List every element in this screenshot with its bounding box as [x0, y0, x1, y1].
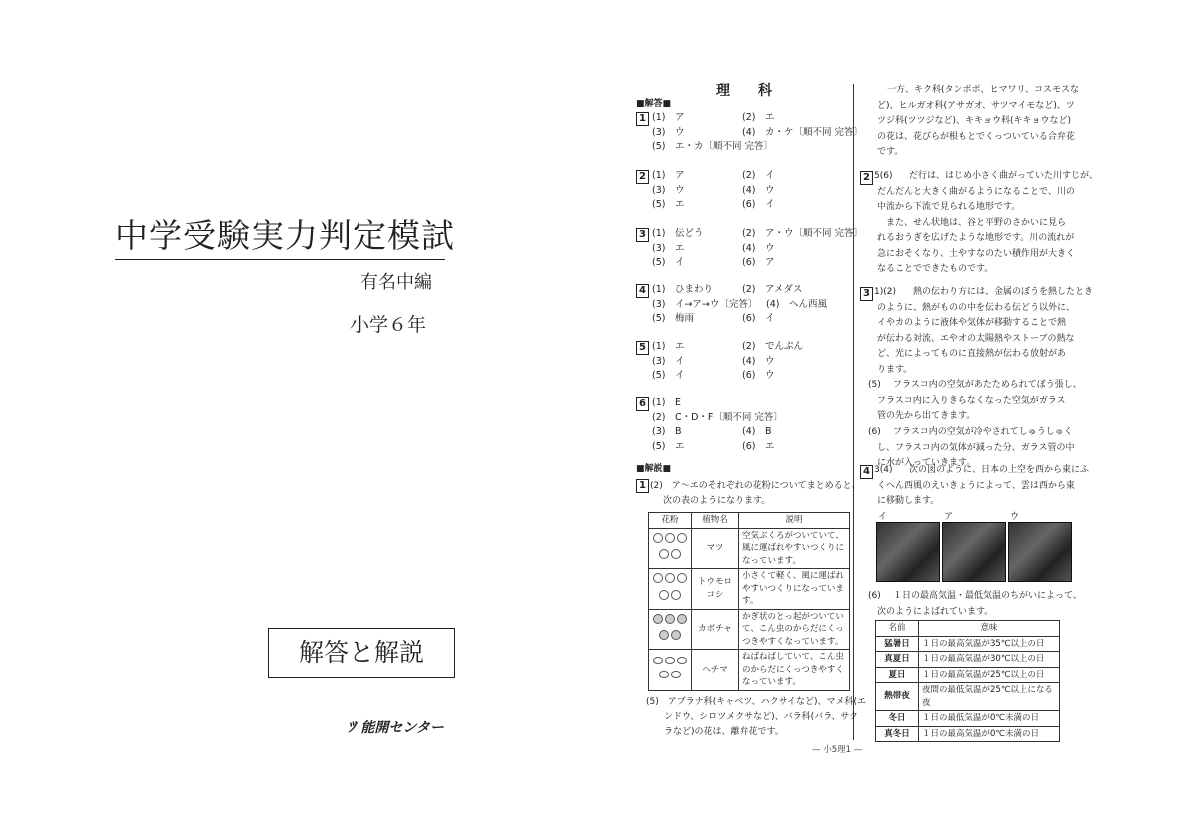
answer-item: (5) エ	[652, 199, 685, 210]
plant-name: カボチャ	[692, 609, 739, 650]
answer-item: (4) カ・ケ〔順不同 完答〕	[742, 126, 863, 138]
pollen-grain-icon	[659, 590, 669, 600]
table-row	[649, 609, 850, 650]
term: 夏日	[876, 667, 919, 683]
image-label: ア	[944, 512, 954, 522]
pollen-image-cell	[649, 609, 692, 650]
meaning: １日の最低気温が0℃未満の日	[919, 711, 1060, 727]
header-cell: 花粉	[649, 513, 692, 529]
text-line: フラスコ内に入りきらなくなった空気がガラス	[877, 395, 1066, 406]
pollen-grain-icon	[665, 573, 675, 583]
answer-item: (1) ひまわり	[652, 284, 713, 295]
meaning: １日の最高気温が25℃以上の日	[919, 667, 1060, 683]
pollen-grain-icon	[659, 671, 669, 678]
table-row	[649, 569, 850, 610]
text-line: 次のようによばれています。	[877, 606, 994, 617]
text-line: くへん西風のえいきょうによって、雲は西から東	[877, 480, 1075, 491]
subject-title: 理 科	[716, 83, 772, 99]
sub-label: (2)	[650, 481, 663, 491]
column-divider	[853, 84, 854, 740]
text-line: に移動します。	[877, 496, 940, 506]
answer-item: (2) イ	[742, 170, 775, 181]
pollen-grain-icon	[665, 657, 675, 664]
answer-item: (1) E	[652, 397, 681, 408]
plant-name: トウモロコシ	[692, 569, 739, 610]
question-number: 1	[636, 479, 649, 493]
pollen-grain-icon	[677, 657, 687, 664]
text-line: ンドウ、シロツメクサなど)、バラ科(バラ、サク	[664, 712, 859, 722]
table-row	[649, 528, 850, 569]
pollen-grain-icon	[653, 573, 663, 583]
pollen-grain-icon	[677, 573, 687, 583]
header-cell: 植物名	[692, 513, 739, 529]
pollen-grain-icon	[671, 590, 681, 600]
answer-item: (3) イ→ア→ウ〔完答〕	[652, 298, 758, 310]
text-line: ど)、ヒルガオ科(アサガオ、サツマイモなど)、ツ	[877, 100, 1075, 111]
term: 真冬日	[876, 726, 919, 742]
text-line: ラなど)の花は、離弁花です。	[664, 727, 784, 737]
text-line: 次の図のように、日本の上空を西から東にふ	[909, 465, 1090, 475]
pollen-image-cell	[649, 528, 692, 569]
text-line: ります。	[877, 364, 913, 375]
sub-label: 3(4)	[874, 465, 893, 475]
logo	[348, 716, 444, 737]
text-line: のように、熱がものの中を伝わる伝どう以外に、	[877, 302, 1076, 313]
cover-edition: 有名中編	[360, 272, 432, 293]
table-row	[876, 683, 1060, 711]
sub-label: (6)	[868, 591, 881, 601]
table-row	[876, 652, 1060, 668]
answer-item: (2) アメダス	[742, 284, 803, 295]
text-line: れるおうぎを広げたような地形です。川の流れが	[877, 233, 1075, 243]
sub-label: 5(6)	[874, 171, 893, 181]
text-line: 熱の伝わり方には、金属のぼうを熱したとき	[913, 287, 1094, 297]
pollen-grain-icon	[653, 657, 663, 664]
description: ねばねばしていて、こん虫のからだにくっつきやすくなっています。	[739, 650, 850, 691]
text-line: イやカのように液体や気体が移動することで熱	[877, 318, 1067, 328]
text-line: だ行は、はじめ小さく曲がっていた川すじが、	[909, 171, 1099, 181]
temperature-table	[875, 620, 1060, 742]
question-number: 6	[636, 397, 649, 411]
title-underline	[115, 259, 445, 260]
pollen-grain-icon	[677, 614, 687, 624]
meaning: １日の最高気温が0℃未満の日	[919, 726, 1060, 742]
image-label: ウ	[1010, 512, 1020, 522]
answer-item: (1) エ	[652, 341, 685, 352]
text-line: 一方、キク科(タンポポ、ヒマワリ、コスモスな	[887, 85, 1080, 95]
question-number: 2	[636, 170, 649, 184]
pollen-grain-icon	[665, 533, 675, 543]
pollen-grain-icon	[653, 533, 663, 543]
cover-title: 中学受験実力判定模試	[115, 216, 455, 255]
question-number: 4	[860, 465, 873, 479]
table-row	[876, 726, 1060, 742]
text-line: フラスコ内の空気があたためられてぼう張し、	[893, 380, 1082, 390]
question-number: 3	[860, 287, 873, 301]
term: 猛暑日	[876, 636, 919, 652]
text-line: 管の先から出てきます。	[877, 411, 976, 421]
pollen-image-cell	[649, 650, 692, 691]
text-line: だんだんと大きく曲がるようになることで、川の	[877, 186, 1075, 197]
answer-item: (3) ウ	[652, 126, 685, 138]
text-line: 急におそくなり、土やすなのたい積作用が大きく	[877, 248, 1076, 259]
sub-label: (6)	[868, 427, 881, 437]
text-line: し、フラスコ内の気体が減った分、ガラス管の中	[877, 442, 1075, 453]
answer-item: (3) ウ	[652, 184, 685, 196]
pollen-grain-icon	[671, 549, 681, 559]
text-line: ツジ科(ツツジなど)、キキョウ科(キキョウなど)	[877, 116, 1072, 126]
table-row	[876, 667, 1060, 683]
sub-label: (5)	[646, 697, 659, 707]
answer-item: (6) イ	[742, 313, 775, 324]
answer-item: (6) エ	[742, 440, 775, 452]
answer-item: (1) 伝どう	[652, 228, 704, 239]
pollen-grain-icon	[665, 614, 675, 624]
answer-item: (5) エ・カ〔順不同 完答〕	[652, 141, 773, 152]
text-line: に水が入っていきます。	[877, 458, 976, 468]
question-number: 4	[636, 284, 649, 298]
meaning: 夜間の最低気温が25℃以上になる夜	[919, 683, 1060, 711]
header-cell: 説明	[739, 513, 850, 529]
question-number: 3	[636, 228, 649, 242]
term: 熱帯夜	[876, 683, 919, 711]
text-line: の花は、花びらが根もとでくっついている合弁花	[877, 131, 1075, 142]
pollen-grain-icon	[653, 614, 663, 624]
answer-item: (2) C・D・F〔順不同 完答〕	[652, 411, 783, 423]
image-label: イ	[878, 512, 888, 522]
pollen-grain-icon	[659, 630, 669, 640]
table-row	[876, 636, 1060, 652]
table-row	[876, 711, 1060, 727]
text-line: ど、光によってものに直接熱が伝わる放射があ	[877, 349, 1067, 359]
meaning: １日の最高気温が30℃以上の日	[919, 652, 1060, 668]
answer-item: (4) ウ	[742, 242, 775, 254]
answer-item: (1) ア	[652, 170, 685, 181]
sub-label: (5)	[868, 380, 881, 390]
answer-item: (2) でんぷん	[742, 341, 803, 352]
logo-mark-icon: ﾂ	[348, 718, 356, 736]
pollen-grain-icon	[659, 549, 669, 559]
cover-grade: 小学６年	[350, 314, 427, 336]
question-number: 5	[636, 341, 649, 355]
explanation-heading: ■解説■	[636, 464, 672, 474]
text-line: １日の最高気温・最低気温のちがいによって、	[893, 591, 1082, 601]
question-number: 2	[860, 171, 873, 185]
satellite-cloud-image	[876, 522, 940, 582]
text-line: です。	[877, 147, 904, 157]
logo-text: 能開センター	[360, 720, 444, 736]
text-line: 次の表のようになります。	[663, 496, 771, 506]
answer-item: (4) へん西風	[766, 298, 827, 310]
answer-item: (6) イ	[742, 199, 775, 210]
satellite-cloud-image	[942, 522, 1006, 582]
plant-name: マツ	[692, 528, 739, 569]
exp1-5	[646, 695, 866, 740]
description: 空気ぶくろがついていて、風に運ばれやすいつくりになっています。	[739, 528, 850, 569]
question-number: 1	[636, 112, 649, 126]
answer-item: (3) エ	[652, 242, 685, 254]
answer-item: (2) ア・ウ〔順不同 完答〕	[742, 228, 863, 239]
text-line: なることでできたものです。	[877, 264, 994, 274]
text-line: フラスコ内の空気が冷やされてしゅうしゅく	[893, 427, 1073, 437]
header-cell: 意味	[919, 621, 1060, 637]
pollen-image-cell	[649, 569, 692, 610]
answer-item: (6) ウ	[742, 370, 775, 381]
pollen-table	[648, 512, 850, 691]
page-footer: — 小5理1 —	[812, 745, 863, 755]
description: かぎ状のとっ起がついていて、こん虫のからだにくっつきやすくなっています。	[739, 609, 850, 650]
answer-item: (4) ウ	[742, 184, 775, 196]
answer-item: (1) ア	[652, 112, 685, 123]
answer-item: (6) ア	[742, 257, 775, 268]
answers-heading: ■解答■	[636, 99, 672, 109]
description: 小さくて軽く、風に運ばれやすいつくりになっています。	[739, 569, 850, 610]
text-line: アブラナ科(キャベツ、ハクサイなど)、マメ科(エ	[667, 697, 867, 707]
answer-item: (4) ウ	[742, 355, 775, 367]
answer-item: (5) イ	[652, 370, 685, 381]
answer-item: (4) B	[742, 426, 772, 437]
answer-item: (5) 梅雨	[652, 313, 694, 324]
satellite-cloud-image	[1008, 522, 1072, 582]
text-line: ア〜エのそれぞれの花粉についてまとめると、	[671, 481, 861, 491]
pollen-grain-icon	[677, 533, 687, 543]
answer-item: (5) イ	[652, 257, 685, 268]
pollen-grain-icon	[671, 630, 681, 640]
header-cell: 名前	[876, 621, 919, 637]
meaning: １日の最高気温が35℃以上の日	[919, 636, 1060, 652]
term: 真夏日	[876, 652, 919, 668]
answer-item: (3) B	[652, 426, 682, 437]
term: 冬日	[876, 711, 919, 727]
table-row	[649, 650, 850, 691]
exp1	[636, 479, 861, 509]
answer-box: 解答と解説	[268, 628, 455, 678]
plant-name: ヘチマ	[692, 650, 739, 691]
answer-item: (5) エ	[652, 440, 685, 452]
text-line: また、せん状地は、谷と平野のさかいに見ら	[877, 217, 1067, 228]
text-line: が伝わる対流、エやオの太陽熱やストーブの熱な	[877, 333, 1075, 344]
answer-item: (2) エ	[742, 112, 775, 123]
sub-label: 1)(2)	[874, 287, 896, 297]
text-line: 中流から下流で見られる地形です。	[877, 202, 1021, 212]
pollen-grain-icon	[671, 671, 681, 678]
answer-item: (3) イ	[652, 355, 685, 367]
